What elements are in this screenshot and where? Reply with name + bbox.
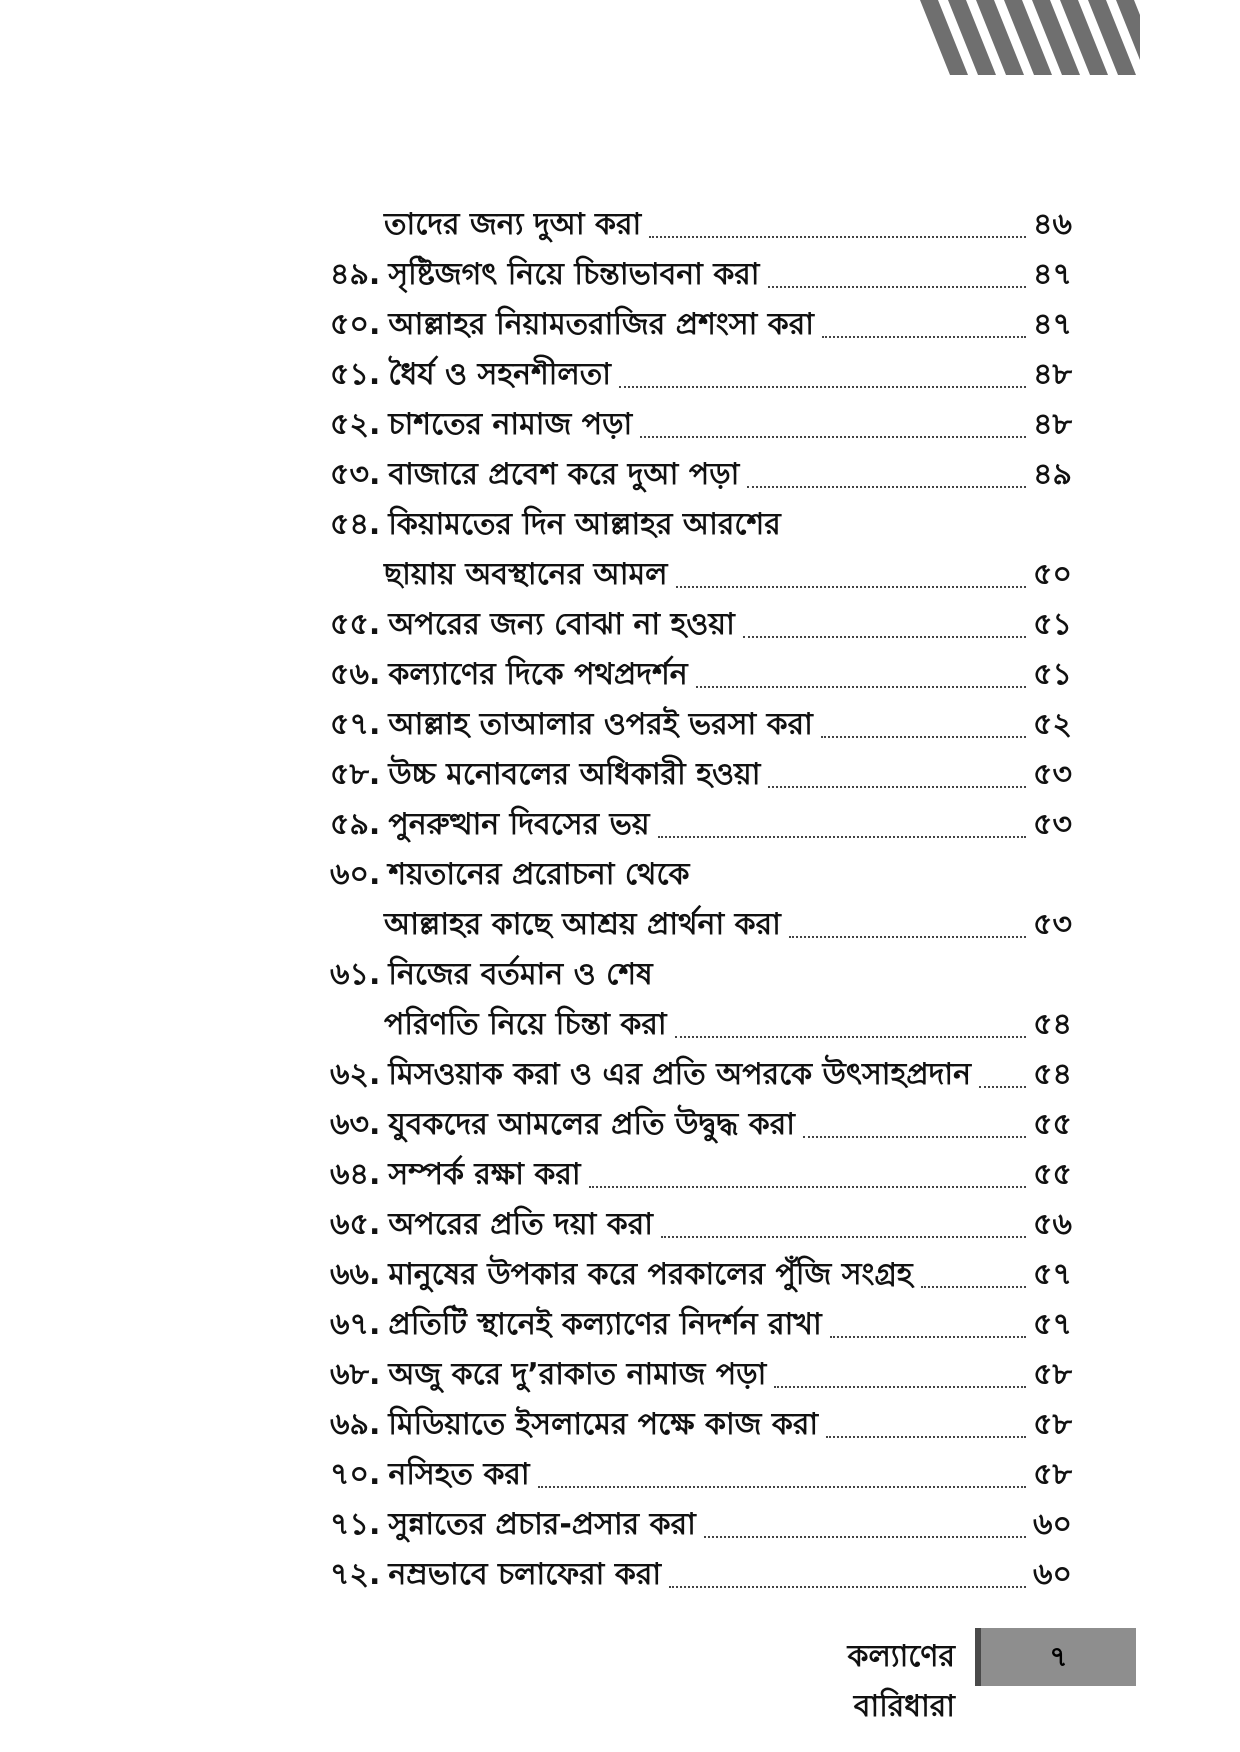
toc-entry-title: কল্যাণের দিকে পথপ্রদর্শন bbox=[388, 657, 688, 692]
footer-page-number: ৭ bbox=[975, 1628, 1136, 1686]
toc-entry bbox=[330, 900, 1072, 950]
toc-entry-title: তাদের জন্য দুআ করা bbox=[384, 207, 642, 242]
toc-entry-page: ৪৭ bbox=[1033, 257, 1072, 292]
toc-entry-number: ৫৩. bbox=[330, 457, 381, 492]
toc-entry-number: ৬৪. bbox=[330, 1157, 381, 1192]
dot-leader bbox=[658, 836, 1026, 838]
toc-entry-title: নম্রভাবে চলাফেরা করা bbox=[388, 1557, 662, 1592]
toc-entry-page: ৫০ bbox=[1033, 557, 1072, 592]
toc-entry-title: মিসওয়াক করা ও এর প্রতি অপরকে উৎসাহপ্রদান bbox=[388, 1057, 971, 1092]
toc-entry-page: ৪৮ bbox=[1033, 407, 1072, 442]
toc-entry-page: ৫৮ bbox=[1033, 1357, 1072, 1392]
toc-entry-title: সৃষ্টিজগৎ নিয়ে চিন্তাভাবনা করা bbox=[388, 257, 760, 292]
toc-entry-title: সুন্নাতের প্রচার-প্রসার করা bbox=[388, 1507, 696, 1542]
toc-entry-page: ৫৭ bbox=[1033, 1257, 1072, 1292]
toc-entry-number: ৫৯. bbox=[330, 807, 381, 842]
dot-leader bbox=[661, 1236, 1026, 1238]
toc-entry bbox=[330, 1400, 1072, 1450]
toc-entry bbox=[330, 1000, 1072, 1050]
dot-leader bbox=[640, 436, 1026, 438]
toc-entry bbox=[330, 500, 1072, 550]
toc-entry bbox=[330, 1350, 1072, 1400]
toc-entry-number: ৬৯. bbox=[330, 1407, 381, 1442]
toc-entry bbox=[330, 1450, 1072, 1500]
dot-leader bbox=[979, 1086, 1026, 1088]
toc-entry bbox=[330, 450, 1072, 500]
dot-leader bbox=[619, 386, 1026, 388]
toc-entry-number: ৬৮. bbox=[330, 1357, 381, 1392]
toc-entry-title: পুনরুত্থান দিবসের ভয় bbox=[388, 807, 650, 842]
dot-leader bbox=[676, 586, 1026, 588]
toc-entry-title: চাশতের নামাজ পড়া bbox=[388, 407, 633, 442]
toc-entry-number: ৫১. bbox=[330, 357, 381, 392]
toc-entry-title: কিয়ামতের দিন আল্লাহর আরশের bbox=[388, 507, 781, 542]
dot-leader bbox=[649, 236, 1026, 238]
dot-leader bbox=[830, 1336, 1026, 1338]
toc-entry-page: ৫৩ bbox=[1033, 907, 1072, 942]
toc-entry bbox=[330, 1200, 1072, 1250]
toc-entry-number: ৭২. bbox=[330, 1557, 381, 1592]
dot-leader bbox=[675, 1036, 1026, 1038]
toc-entry bbox=[330, 1250, 1072, 1300]
toc-entry-title: ছায়ায় অবস্থানের আমল bbox=[384, 557, 668, 592]
toc-entry-title: অপরের জন্য বোঝা না হওয়া bbox=[388, 607, 735, 642]
dot-leader bbox=[768, 786, 1026, 788]
dot-leader bbox=[774, 1386, 1026, 1388]
toc-entry-title: আল্লাহর নিয়ামতরাজির প্রশংসা করা bbox=[388, 307, 814, 342]
dot-leader bbox=[743, 636, 1026, 638]
toc-entry-number: ৫৫. bbox=[330, 607, 381, 642]
toc-entry-number: ৫৮. bbox=[330, 757, 381, 792]
toc-entry-number: ৬৫. bbox=[330, 1207, 381, 1242]
toc-entry-title: উচ্চ মনোবলের অধিকারী হওয়া bbox=[388, 757, 761, 792]
dot-leader bbox=[921, 1286, 1026, 1288]
toc-entry-number: ৫৪. bbox=[330, 507, 381, 542]
dot-leader bbox=[538, 1486, 1026, 1488]
toc-entry-title: ধৈর্য ও সহনশীলতা bbox=[388, 357, 611, 392]
dot-leader bbox=[803, 1136, 1026, 1138]
toc-entry-title: মিডিয়াতে ইসলামের পক্ষে কাজ করা bbox=[388, 1407, 819, 1442]
toc-entry-title: অপরের প্রতি দয়া করা bbox=[388, 1207, 653, 1242]
toc-entry-number: ৬২. bbox=[330, 1057, 381, 1092]
toc-entry-page: ৫১ bbox=[1033, 607, 1072, 642]
toc-entry-number: ৭০. bbox=[330, 1457, 381, 1492]
toc-entry bbox=[330, 350, 1072, 400]
toc-entry bbox=[330, 300, 1072, 350]
toc-entry-number: ৫০. bbox=[330, 307, 381, 342]
dot-leader bbox=[768, 286, 1026, 288]
toc-entry-title: বাজারে প্রবেশ করে দুআ পড়া bbox=[388, 457, 740, 492]
toc-entry bbox=[330, 1300, 1072, 1350]
toc-entry bbox=[330, 1100, 1072, 1150]
toc-entry-page: ৬০ bbox=[1032, 1507, 1072, 1542]
toc-entry bbox=[330, 750, 1072, 800]
toc-entry bbox=[330, 1550, 1072, 1600]
toc-entry bbox=[330, 400, 1072, 450]
toc-entry bbox=[330, 1500, 1072, 1550]
toc-entry-page: ৫৪ bbox=[1033, 1057, 1072, 1092]
toc-entry-number: ৫৬. bbox=[330, 657, 381, 692]
toc-entry-title: সম্পর্ক রক্ষা করা bbox=[388, 1157, 581, 1192]
dot-leader bbox=[821, 736, 1026, 738]
toc-entry-page: ৫৩ bbox=[1033, 757, 1072, 792]
toc-entry-number: ৬৬. bbox=[330, 1257, 381, 1292]
toc-entry bbox=[330, 200, 1072, 250]
dot-leader bbox=[822, 336, 1026, 338]
toc-entry-number: ৫২. bbox=[330, 407, 381, 442]
toc-entry-page: ৫৭ bbox=[1033, 1307, 1072, 1342]
footer-book-title: কল্যাণের বারিধারা bbox=[847, 1639, 955, 1724]
toc-entry-page: ৫৪ bbox=[1033, 1007, 1072, 1042]
toc-entry bbox=[330, 650, 1072, 700]
toc-entry-title: অজু করে দু’রাকাত নামাজ পড়া bbox=[388, 1357, 767, 1392]
toc-entry-page: ৪৭ bbox=[1033, 307, 1072, 342]
toc-entry bbox=[330, 1050, 1072, 1100]
toc-entry-number: ৬১. bbox=[330, 957, 381, 992]
toc-entry-number: ৫৭. bbox=[330, 707, 381, 742]
toc-entry-page: ৬০ bbox=[1032, 1557, 1072, 1592]
toc-entry-title: নসিহত করা bbox=[388, 1457, 530, 1492]
toc-entry-number: ৬৩. bbox=[330, 1107, 381, 1142]
dot-leader bbox=[826, 1436, 1026, 1438]
toc-entry-title: পরিণতি নিয়ে চিন্তা করা bbox=[384, 1007, 667, 1042]
toc-entry bbox=[330, 600, 1072, 650]
dot-leader bbox=[696, 686, 1026, 688]
toc-entry bbox=[330, 250, 1072, 300]
dot-leader bbox=[789, 936, 1026, 938]
toc-entry bbox=[330, 1150, 1072, 1200]
toc-entry-title: শয়তানের প্ররোচনা থেকে bbox=[388, 857, 690, 892]
toc-entry-number: ৬৭. bbox=[330, 1307, 381, 1342]
dot-leader bbox=[589, 1186, 1026, 1188]
decorative-stripes bbox=[920, 0, 1140, 75]
toc-entry-number: ৭১. bbox=[330, 1507, 381, 1542]
dot-leader bbox=[669, 1586, 1026, 1588]
toc-entry-page: ৫৮ bbox=[1033, 1457, 1072, 1492]
table-of-contents bbox=[330, 200, 1072, 1600]
toc-entry bbox=[330, 550, 1072, 600]
toc-entry-title: নিজের বর্তমান ও শেষ bbox=[388, 957, 653, 992]
toc-entry bbox=[330, 850, 1072, 900]
toc-entry-title: যুবকদের আমলের প্রতি উদ্বুদ্ধ করা bbox=[388, 1107, 795, 1142]
toc-entry-page: ৫১ bbox=[1033, 657, 1072, 692]
toc-entry-page: ৫৮ bbox=[1033, 1407, 1072, 1442]
toc-entry bbox=[330, 700, 1072, 750]
toc-entry-page: ৪৯ bbox=[1033, 457, 1072, 492]
toc-entry-page: ৫৫ bbox=[1033, 1107, 1072, 1142]
toc-entry-page: ৪৮ bbox=[1033, 357, 1072, 392]
toc-entry-number: ৪৯. bbox=[330, 257, 381, 292]
toc-entry bbox=[330, 950, 1072, 1000]
toc-entry-title: মানুষের উপকার করে পরকালের পুঁজি সংগ্রহ bbox=[388, 1257, 913, 1292]
toc-entry-page: ৪৬ bbox=[1033, 207, 1072, 242]
toc-entry-number: ৬০. bbox=[330, 857, 381, 892]
toc-entry-title: আল্লাহর কাছে আশ্রয় প্রার্থনা করা bbox=[384, 907, 781, 942]
toc-entry-title: আল্লাহ তাআলার ওপরই ভরসা করা bbox=[388, 707, 813, 742]
toc-entry-title: প্রতিটি স্থানেই কল্যাণের নিদর্শন রাখা bbox=[388, 1307, 822, 1342]
toc-entry bbox=[330, 800, 1072, 850]
toc-entry-page: ৫৫ bbox=[1033, 1157, 1072, 1192]
dot-leader bbox=[747, 486, 1026, 488]
dot-leader bbox=[704, 1536, 1026, 1538]
toc-entry-page: ৫৩ bbox=[1033, 807, 1072, 842]
toc-entry-page: ৫৬ bbox=[1033, 1207, 1072, 1242]
toc-entry-page: ৫২ bbox=[1033, 707, 1072, 742]
